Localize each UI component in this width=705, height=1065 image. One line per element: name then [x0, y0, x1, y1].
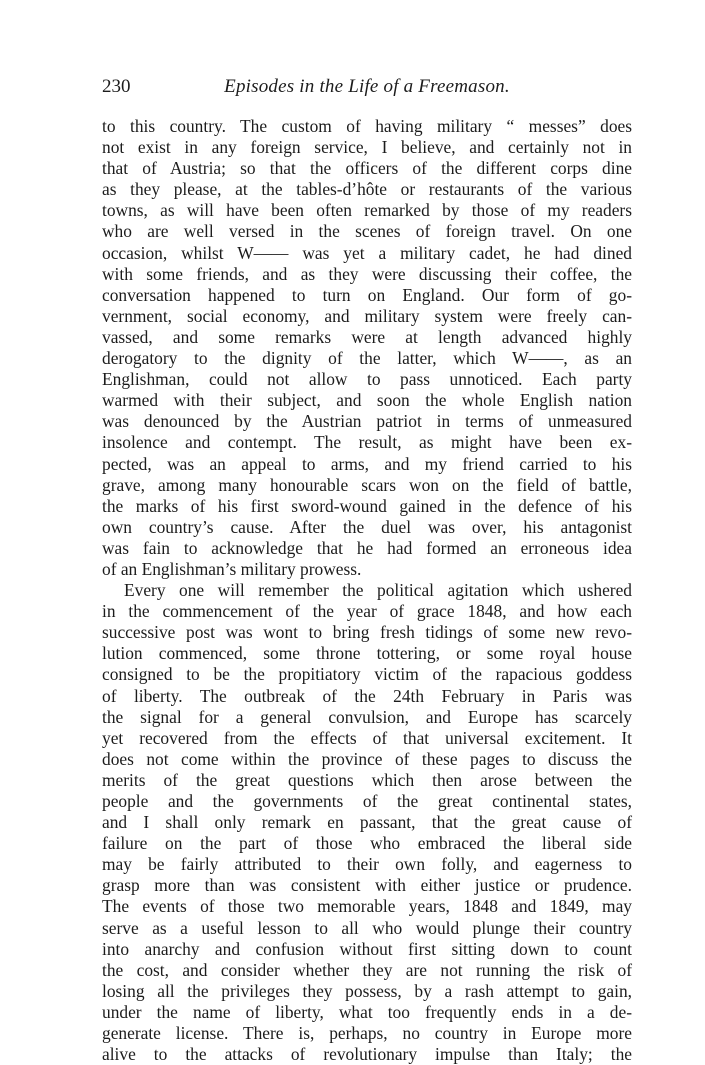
text-line: as they please, at the tables-d’hôte or restaurants of the various — [102, 179, 632, 200]
text-line: the cost, and consider whether they are not running the risk of — [102, 959, 632, 980]
text-line: vassed, and some remarks were at length advanced highly — [102, 326, 632, 347]
text-line: insolence and contempt. The result, as might have been ex- — [102, 432, 632, 453]
text-line: merits of the great questions which then arose between the — [102, 769, 632, 790]
text-line: with some friends, and as they were discussing their coffee, the — [102, 263, 632, 284]
text-line: who are well versed in the scenes of foreign travel. On one — [102, 221, 632, 242]
text-line: pected, was an appeal to arms, and my friend carried to his — [102, 453, 632, 474]
text-line: generate license. There is, perhaps, no country in Europe more — [102, 1023, 632, 1044]
text-line: not exist in any foreign service, I believe, and certainly not in — [102, 137, 632, 158]
book-page — [102, 72, 632, 1065]
body-text — [102, 116, 632, 1065]
text-line: conversation happened to turn on England. Our form of go- — [102, 284, 632, 305]
text-line: yet recovered from the effects of that universal excitement. It — [102, 727, 632, 748]
text-line: successive post was wont to bring fresh tidings of some new revo- — [102, 622, 632, 643]
text-line: vernment, social economy, and military system were freely can- — [102, 305, 632, 326]
text-line: does not come within the province of these pages to discuss the — [102, 748, 632, 769]
text-line: people and the governments of the great continental states, — [102, 791, 632, 811]
text-line: was fain to acknowledge that he had formed an erroneous idea — [102, 537, 632, 558]
text-line: occasion, whilst W—— was yet a military cadet, he had dined — [102, 242, 632, 263]
paragraph-first-line: Every one will remember the political agitation which ushered — [124, 580, 632, 601]
text-line: of an Englishman’s military prowess. — [102, 558, 362, 579]
text-line: and I shall only remark en passant, that the great cause of — [102, 812, 632, 833]
text-line: to this country. The custom of having military “ messes” does — [102, 116, 632, 136]
running-title: Episodes in the Life of a Freemason. — [224, 76, 510, 97]
text-line: the signal for a general convulsion, and Europe has scarcely — [102, 706, 632, 727]
text-line: own country’s cause. After the duel was over, his antagonist — [102, 516, 632, 537]
text-line: warmed with their subject, and soon the whole English nation — [102, 390, 632, 411]
text-line: The events of those two memorable years, 1848 and 1849, may — [102, 896, 632, 917]
text-line: derogatory to the dignity of the latter, which W——, as an — [102, 348, 632, 369]
text-line: under the name of liberty, what too frequently ends in a de- — [102, 1001, 632, 1022]
text-line: Englishman, could not allow to pass unnoticed. Each party — [102, 369, 632, 390]
text-line: into anarchy and confusion without first sitting down to count — [102, 938, 632, 959]
text-line: consigned to be the propitiatory victim of the rapacious goddess — [102, 664, 632, 685]
text-line: grave, among many honourable scars won on the field of battle, — [102, 474, 632, 495]
text-line: of liberty. The outbreak of the 24th February in Paris was — [102, 685, 632, 706]
text-line: serve as a useful lesson to all who would plunge their country — [102, 917, 632, 938]
text-line: towns, as will have been often remarked by those of my readers — [102, 200, 632, 221]
page-header — [102, 72, 632, 102]
text-line: was denounced by the Austrian patriot in terms of unmeasured — [102, 411, 632, 432]
page-number: 230 — [102, 76, 131, 97]
text-line: grasp more than was consistent with either justice or prudence. — [102, 875, 632, 896]
text-line: failure on the part of those who embraced the liberal side — [102, 833, 632, 854]
text-line: in the commencement of the year of grace 1848, and how each — [102, 601, 632, 622]
text-line: that of Austria; so that the officers of the different corps dine — [102, 158, 632, 179]
text-line: lution commenced, some throne tottering, or some royal house — [102, 643, 632, 664]
text-line: may be fairly attributed to their own folly, and eagerness to — [102, 854, 632, 875]
text-line: losing all the privileges they possess, by a rash attempt to gain, — [102, 980, 632, 1001]
text-line: the marks of his first sword-wound gained in the defence of his — [102, 495, 632, 516]
text-line: alive to the attacks of revolutionary impulse than Italy; the — [102, 1044, 632, 1065]
